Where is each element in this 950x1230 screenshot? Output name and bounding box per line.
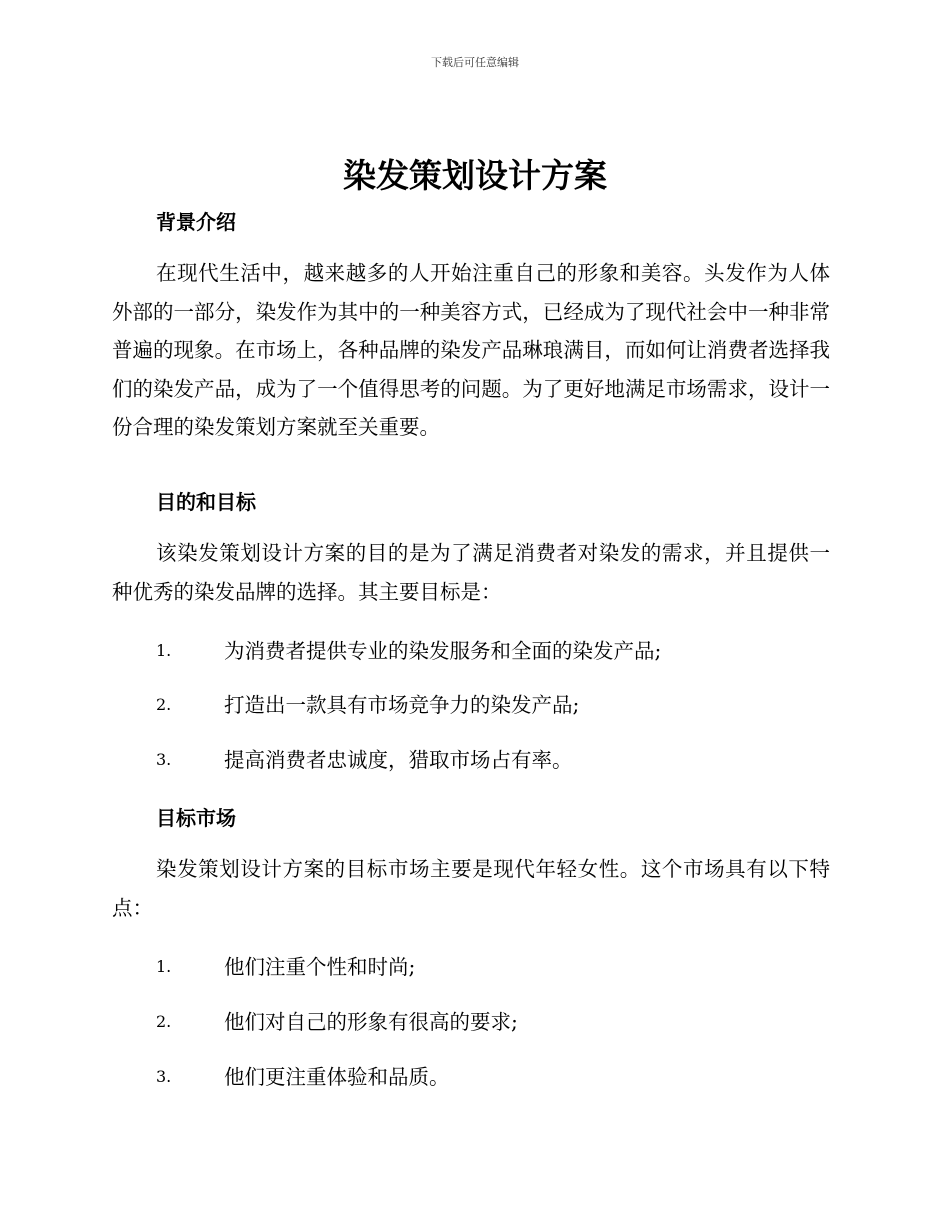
list-text: 为消费者提供专业的染发服务和全面的染发产品; <box>224 639 662 663</box>
section-heading-background: 背景介绍 <box>156 210 236 234</box>
section-heading-goals: 目的和目标 <box>156 490 256 514</box>
list-text: 他们更注重体验和品质。 <box>224 1065 450 1089</box>
list-number: 1. <box>156 957 172 976</box>
paragraph-market: 染发策划设计方案的目标市场主要是现代年轻女性。这个市场具有以下特点： <box>112 857 830 920</box>
list-item <box>156 745 836 775</box>
list-item <box>156 636 836 666</box>
list-number: 2. <box>156 1012 172 1031</box>
list-number: 2. <box>156 695 172 714</box>
list-number: 3. <box>156 750 172 769</box>
list-text: 他们对自己的形象有很高的要求; <box>224 1010 518 1034</box>
list-number: 3. <box>156 1067 172 1086</box>
section-heading-market: 目标市场 <box>156 806 236 830</box>
list-text: 他们注重个性和时尚; <box>224 955 416 979</box>
list-text: 打造出一款具有市场竞争力的染发产品; <box>224 693 580 717</box>
list-text: 提高消费者忠诚度，猎取市场占有率。 <box>224 748 573 772</box>
list-number: 1. <box>156 641 172 660</box>
document-title: 染发策划设计方案 <box>343 156 607 195</box>
list-item <box>156 952 836 982</box>
list-item <box>156 1062 836 1092</box>
paragraph-background: 在现代生活中，越来越多的人开始注重自己的形象和美容。头发作为人体外部的一部分，染发作为其中的一种美容方式，已经成为了现代社会中一种非常普遍的现象。在市场上，各种品牌的染发产品琳琅满目，而如何让消费者选择我们的染发产品，成为了一个值得思考的问题。为了更好地满足市场需求，设计一份合理的染发策划方案就至关重要。 <box>112 261 830 439</box>
header-note: 下载后可任意编辑 <box>431 56 519 69</box>
paragraph-goals: 该染发策划设计方案的目的是为了满足消费者对染发的需求，并且提供一种优秀的染发品牌的选择。其主要目标是： <box>112 541 830 604</box>
list-item <box>156 1007 836 1037</box>
list-item <box>156 690 836 720</box>
